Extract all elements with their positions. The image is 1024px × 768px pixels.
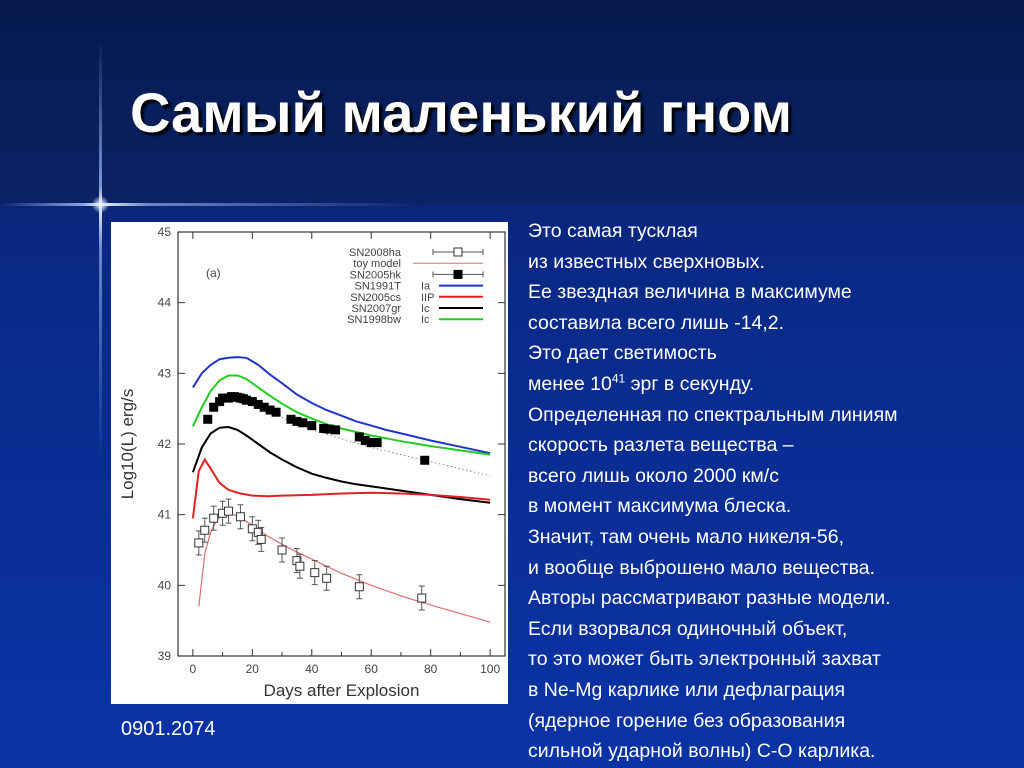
data-point-sn2008ha [210, 514, 218, 522]
light-flare-core [92, 196, 109, 213]
description-text [528, 216, 1018, 767]
y-tick-label: 45 [157, 225, 171, 239]
text-line: составила всего лишь -14,2. [528, 311, 785, 334]
text-line: из известных сверхновых. [528, 250, 765, 273]
y-tick-label: 41 [157, 507, 171, 522]
text-line: скорость разлета вещества – [528, 434, 794, 457]
legend-label: SN2007gr [351, 303, 401, 315]
data-point-sn2008ha [236, 513, 244, 521]
series-line-sn2007gr [193, 427, 490, 503]
light-flare-horizontal [0, 203, 420, 206]
y-tick-label: 43 [157, 366, 171, 381]
x-tick-label: 20 [245, 662, 259, 676]
text-line: Если взорвался одиночный объект, [528, 617, 848, 640]
y-tick-label: 39 [157, 649, 171, 663]
legend-label: SN2008ha [349, 247, 401, 259]
legend-label: SN1998bw [347, 314, 401, 327]
legend-symbol [454, 270, 463, 279]
y-axis-label: Log10(L) erg/s [118, 388, 137, 500]
chart-svg [111, 222, 508, 704]
data-point-sn2005hk [203, 415, 212, 424]
x-tick-label: 0 [189, 662, 197, 676]
text-line: Ее звездная величина в максимуме [528, 281, 852, 304]
data-point-sn2008ha [225, 507, 233, 515]
y-tick-label: 40 [157, 578, 171, 593]
data-point-sn2008ha [257, 535, 265, 543]
data-point-sn2005hk [307, 421, 316, 430]
text-line: менее $10^{41}$ эрг в секунду. [528, 371, 755, 395]
data-point-sn2005hk [331, 425, 340, 434]
slide-id: 0901.2074 [121, 718, 216, 740]
panel-label: (a) [206, 266, 221, 280]
y-tick-label: 42 [157, 437, 171, 451]
plot-frame [178, 232, 505, 656]
text-line: Это самая тусклая [528, 220, 698, 242]
light-flare-vertical [99, 40, 102, 460]
legend-label: SN2005hk [349, 269, 401, 282]
data-point-sn2005hk [298, 418, 307, 427]
text-line: Значит, там очень мало никеля-56, [528, 525, 845, 548]
legend-type: IIP [421, 291, 435, 304]
text-line: (ядерное горение без образования [528, 709, 846, 732]
data-point-sn2008ha [201, 526, 209, 534]
x-tick-label: 80 [424, 662, 438, 676]
slide-title: Самый маленький гном [130, 81, 793, 144]
series-line-toy-model [199, 513, 490, 622]
legend-label: SN1991T [354, 280, 401, 293]
data-point-sn2005hk [373, 438, 382, 447]
legend-label: SN2005cs [350, 291, 401, 304]
data-point-sn2008ha [278, 546, 286, 554]
x-axis-label: Days after Explosion [263, 681, 420, 700]
data-point-sn2005hk [272, 408, 281, 417]
text-line: всего лишь около 2000 км/с [528, 464, 779, 487]
x-tick-label: 60 [364, 662, 378, 676]
x-tick-label: 40 [305, 662, 319, 676]
legend-type: Ic [421, 314, 430, 327]
legend-type: Ia [421, 280, 431, 293]
y-tick-label: 44 [157, 295, 171, 310]
text-line: в Ne-Mg карлике или дефлаграция [528, 678, 846, 701]
data-point-sn2008ha [323, 574, 331, 582]
series-line-sn1991t [193, 357, 490, 453]
x-tick-label: 100 [480, 662, 501, 676]
light-curve-chart [111, 222, 508, 704]
text-line: Это дает светимость [528, 342, 717, 365]
text-line: в момент максимума блеска. [528, 495, 792, 518]
legend-symbol [454, 248, 462, 256]
legend-type: Ic [421, 303, 430, 315]
data-point-sn2008ha [296, 562, 304, 570]
legend-label: toy model [353, 258, 401, 271]
text-line: то это может быть электронный захват [528, 648, 881, 671]
text-line: и вообще выброшено мало вещества. [528, 556, 876, 579]
text-line: Авторы рассматривают разные модели. [528, 587, 891, 610]
data-point-sn2008ha [418, 594, 426, 602]
series-line-sn2005cs [193, 460, 490, 519]
text-line: Определенная по спектральным линиям [528, 403, 898, 426]
data-point-sn2005hk [420, 456, 429, 465]
data-point-sn2008ha [355, 583, 363, 591]
data-point-sn2008ha [195, 539, 203, 547]
text-line: сильной ударной волны) С-О карлика. [528, 740, 876, 763]
data-point-sn2008ha [311, 569, 319, 577]
